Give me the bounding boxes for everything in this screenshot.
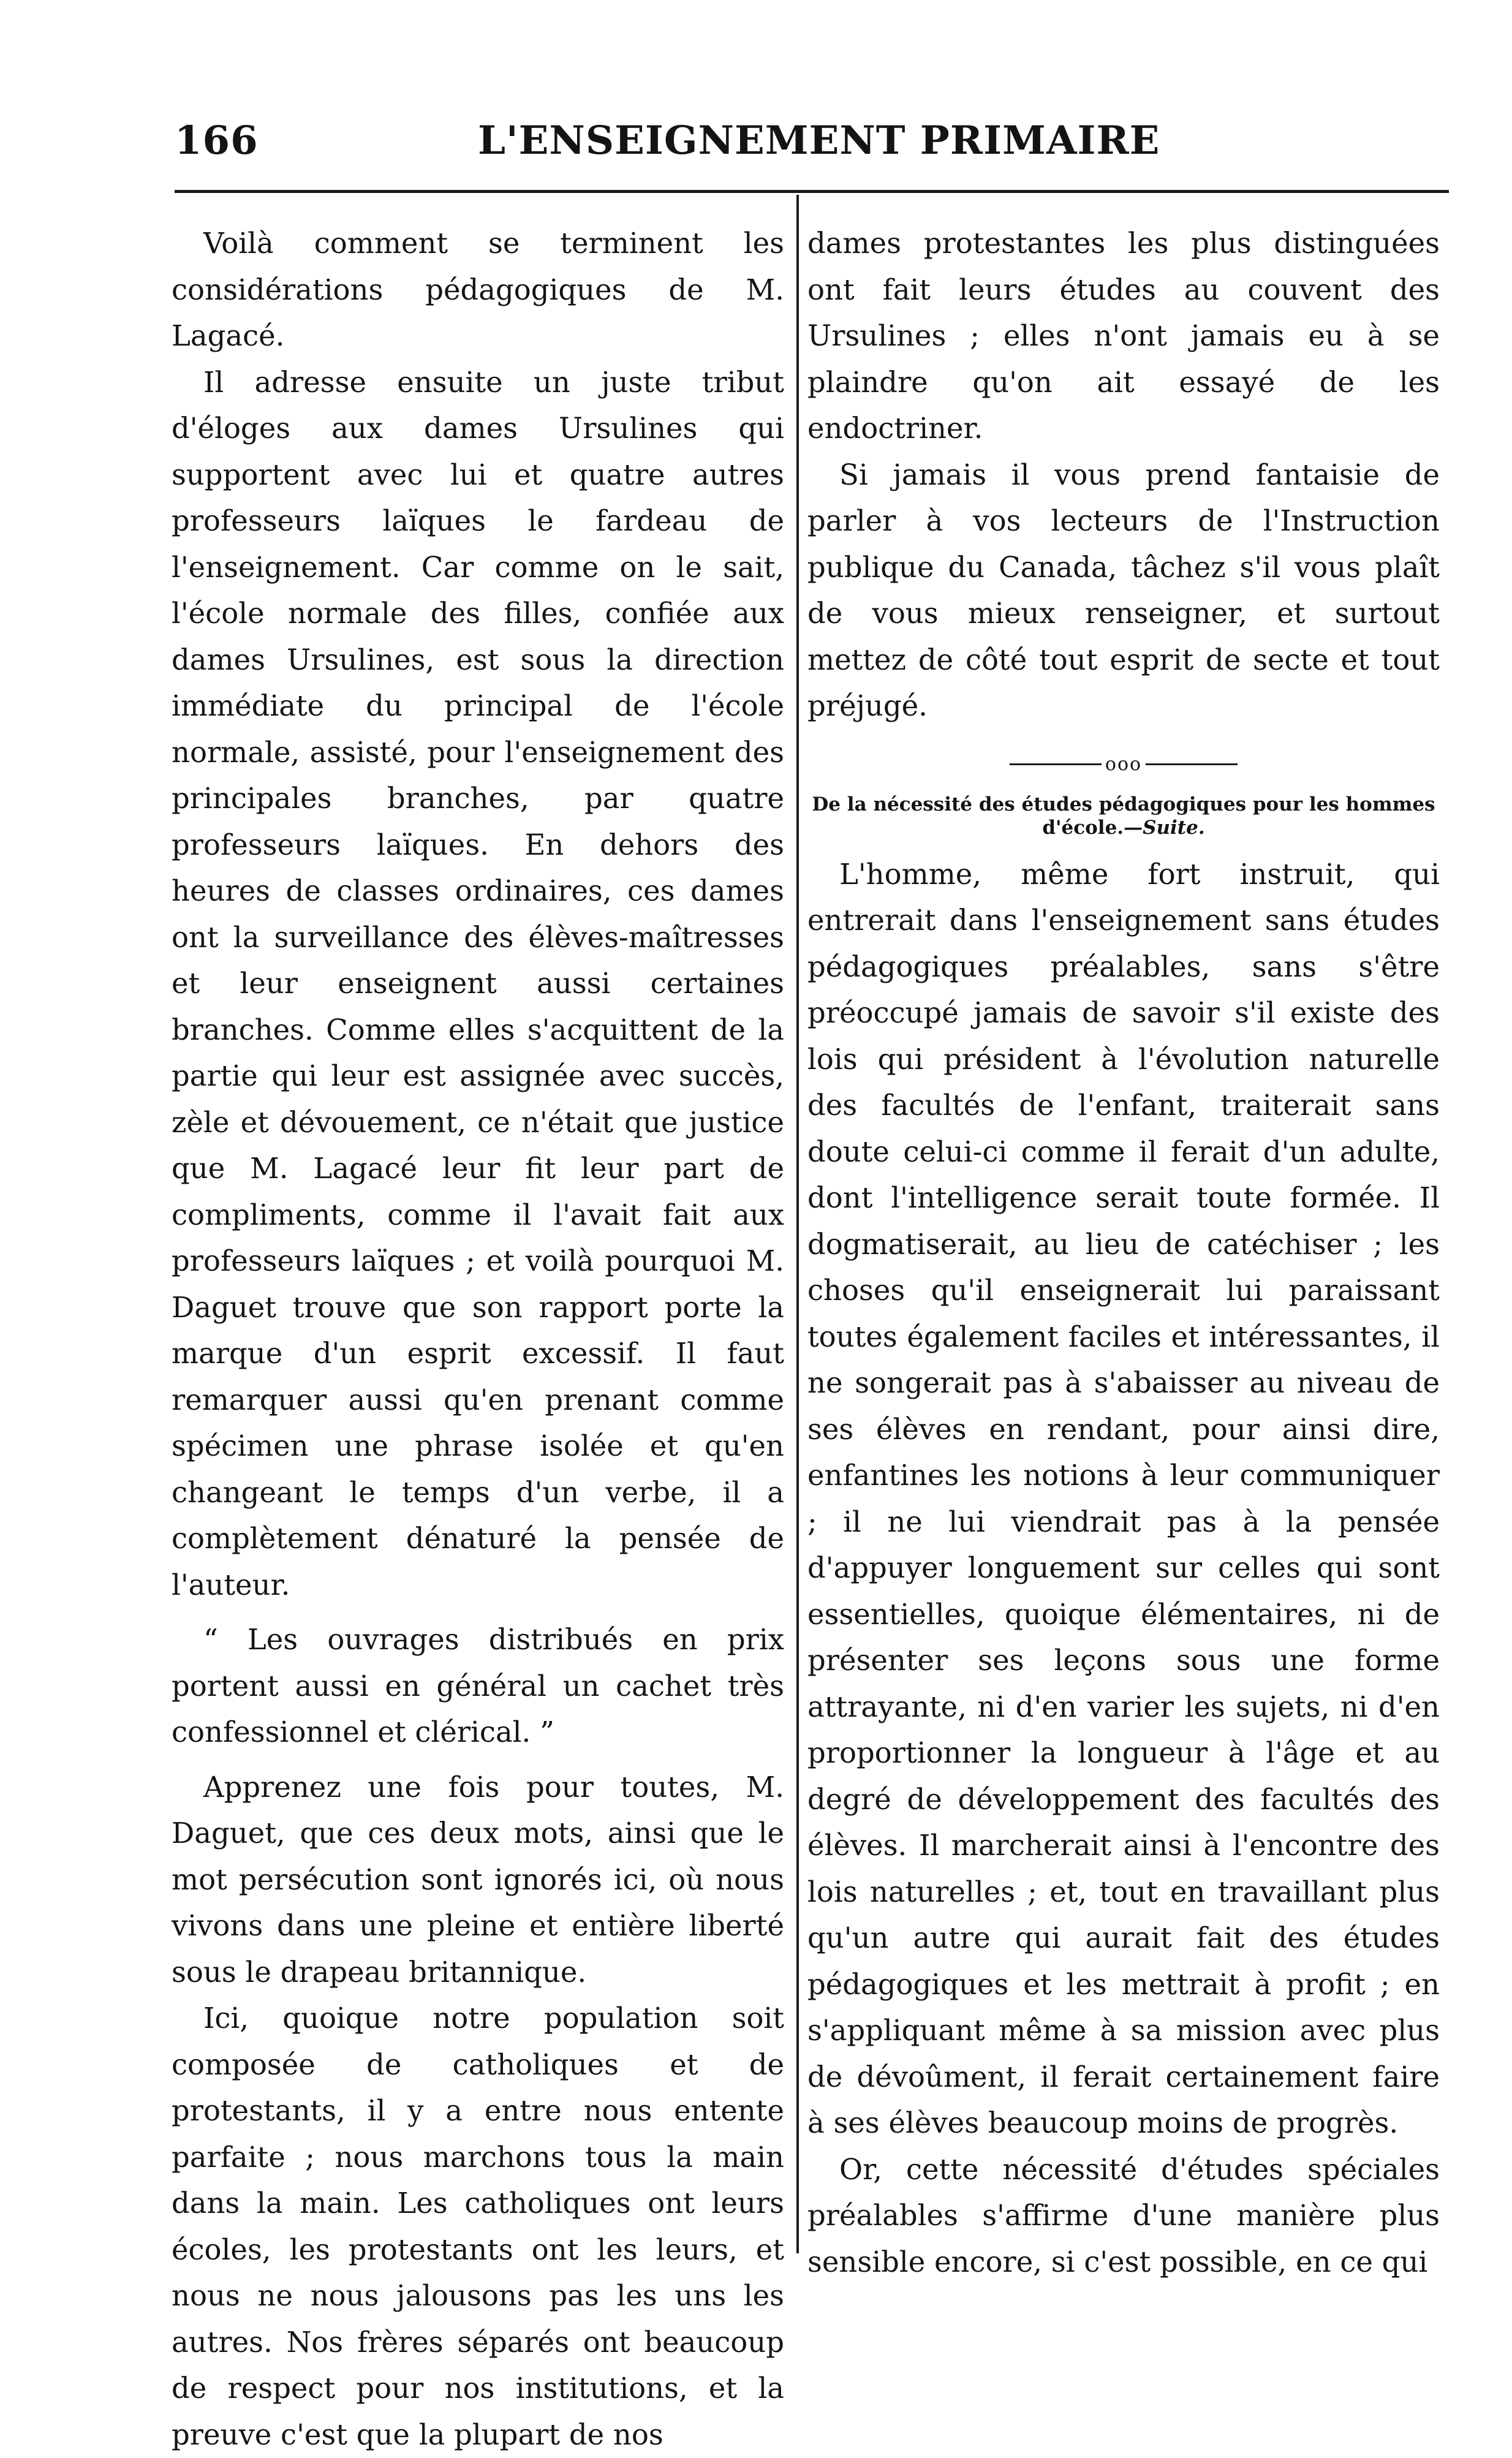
quotation: “ Les ouvrages distribués en prix portent aussi en général un cachet très confessionnel et clérical. ” (172, 1623, 784, 1749)
right-column (807, 221, 1440, 2285)
paragraph: Si jamais il vous prend fantaisie de parler à vos lecteurs de l'Instruction publique du Canada, tâchez s'il vous plaît de vous mieux renseigner, et surtout mettez de côté tout esprit de secte et tout préjugé. (807, 458, 1440, 722)
header-rule (175, 190, 1449, 193)
section-heading-suffix: —Suite. (1124, 816, 1205, 839)
section-heading (807, 793, 1440, 839)
paragraph: Voilà comment se terminent les considérations pédagogiques de M. Lagacé. (172, 227, 784, 352)
page-number: 166 (175, 118, 259, 164)
separator-line-left (1010, 763, 1102, 765)
paragraph: Il adresse ensuite un juste tribut d'éloges aux dames Ursulines qui supportent avec lui et quatre autres professeurs laïques le fardeau de l'enseignement. Car comme on le sait, l'école normale des filles, confiée aux dames Ursulines, est sous la direction immédiate du principal de l'école normale, assisté, pour l'enseignement des principales branches, par quatre professeurs laïques. En dehors des heures de classes ordinaires, ces dames ont la surveillance des élèves-maîtresses et leur enseignent aussi certaines branches. Comme elles s'acquittent de la partie qui leur est assignée avec succès, zèle et dévouement, ce n'était que justice que M. Lagacé leur fit leur part de compliments, comme il l'avait fait aux professeurs laïques ; et voilà pourquoi M. Daguet trouve que son rapport porte la marque d'un esprit excessif. Il faut remarquer aussi qu'en prenant comme spécimen une phrase isolée et qu'en changeant le temps d'un verbe, il a complètement dénaturé la pensée de l'auteur. (172, 365, 784, 1601)
column-divider (796, 195, 799, 2253)
left-column (172, 221, 784, 2458)
paragraph: Apprenez une fois pour toutes, M. Daguet, que ces deux mots, ainsi que le mot persécution sont ignorés ici, où nous vivons dans une pleine et entière liberté sous le drapeau britannique. (172, 1770, 784, 1989)
paragraph: Or, cette nécessité d'études spéciales préalables s'affirme d'une manière plus sensible encore, si c'est possible, en ce qui (807, 2152, 1440, 2278)
separator-line-right (1146, 763, 1238, 765)
paragraph-continued: dames protestantes les plus distinguées ont fait leurs études au couvent des Ursulines ; elles n'ont jamais eu à se plaindre qu'on ait essayé de les endoctriner. (807, 227, 1440, 445)
section-separator (807, 752, 1440, 777)
paragraph: Ici, quoique notre population soit composée de catholiques et de protestants, il y a entre nous entente parfaite ; nous marchons tous la main dans la main. Les catholiques ont leurs écoles, les protestants ont les leurs, et nous ne nous jalousons pas les uns les autres. Nos frères séparés ont beaucoup de respect pour nos institutions, et la preuve c'est que la plupart de nos (172, 2002, 784, 2451)
paragraph: L'homme, même fort instruit, qui entrerait dans l'enseignement sans études pédagogiques préalables, sans s'être préoccupé jamais de savoir s'il existe des lois qui président à l'évolution naturelle des facultés de l'enfant, traiterait sans doute celui-ci comme il ferait d'un adulte, dont l'intelligence serait toute formée. Il dogmatiserait, au lieu de catéchiser ; les choses qu'il enseignerait lui paraissant toutes également faciles et intéressantes, il ne songerait pas à s'abaisser au niveau de ses élèves en rendant, pour ainsi dire, enfantines les notions à leur communiquer ; il ne lui viendrait pas à la pensée d'appuyer longuement sur celles qui sont essentielles, quoique élémentaires, ni de présenter ses leçons sous une forme attrayante, ni d'en varier les sujets, ni d'en proportionner la longueur à l'âge et au degré de développement des facultés des élèves. Il marcherait ainsi à l'encontre des lois naturelles ; et, tout en travaillant plus qu'un autre qui aurait fait des études pédagogiques et les mettrait à profit ; en s'appliquant même à sa mission avec plus de dévoûment, il ferait certainement faire à ses élèves beaucoup moins de progrès. (807, 857, 1440, 2139)
section-heading-text: De la nécessité des études pédagogiques pour les hommes d'école. (812, 793, 1435, 839)
running-title: L'ENSEIGNEMENT PRIMAIRE (478, 118, 1160, 164)
separator-mark: ooo (1105, 753, 1143, 775)
